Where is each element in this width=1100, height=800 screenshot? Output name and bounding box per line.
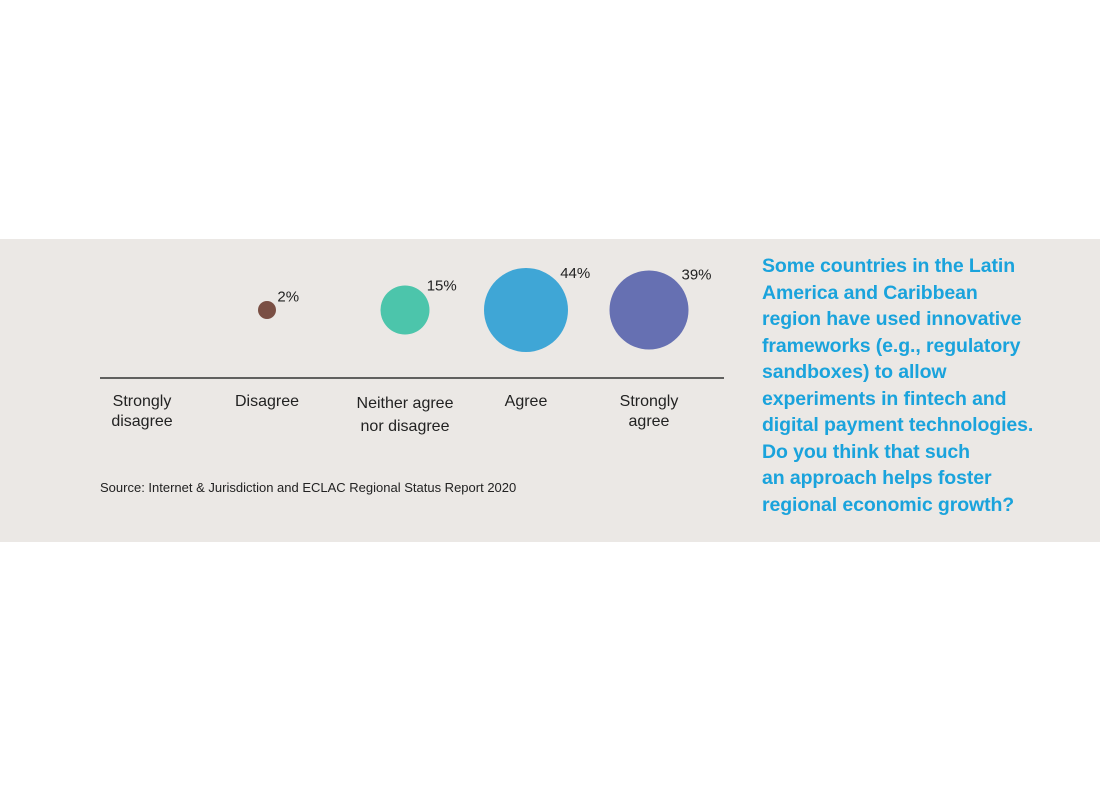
value-label-3: 44%	[560, 264, 591, 282]
category-label-4: Strongly agree	[619, 393, 679, 430]
category-label-1: Disagree	[234, 393, 300, 410]
bubble-2	[381, 286, 430, 335]
bubble-4	[610, 271, 689, 350]
source-note: Source: Internet & Jurisdiction and ECLAC Regional Status Report 2020	[100, 480, 517, 495]
category-label-0: Strongly disagree	[111, 393, 173, 430]
bubble-1	[258, 301, 276, 319]
bubble-chart	[0, 239, 740, 542]
chart-panel	[0, 239, 1100, 542]
category-label-3: Agree	[504, 393, 548, 410]
survey-question: Some countries in the Latin America and Caribbean region have used innovative frameworks (e.g., regulatory sandboxes) to allow experiments in fintech and digital payment technologies. Do you think that such an approach helps foster regional economic growth?	[762, 255, 1034, 516]
bubble-3	[484, 268, 568, 352]
value-label-1: 2%	[277, 288, 300, 306]
value-label-4: 39%	[681, 266, 712, 284]
category-label-2: Neither agree nor disagree	[356, 395, 454, 435]
value-label-2: 15%	[426, 277, 457, 295]
